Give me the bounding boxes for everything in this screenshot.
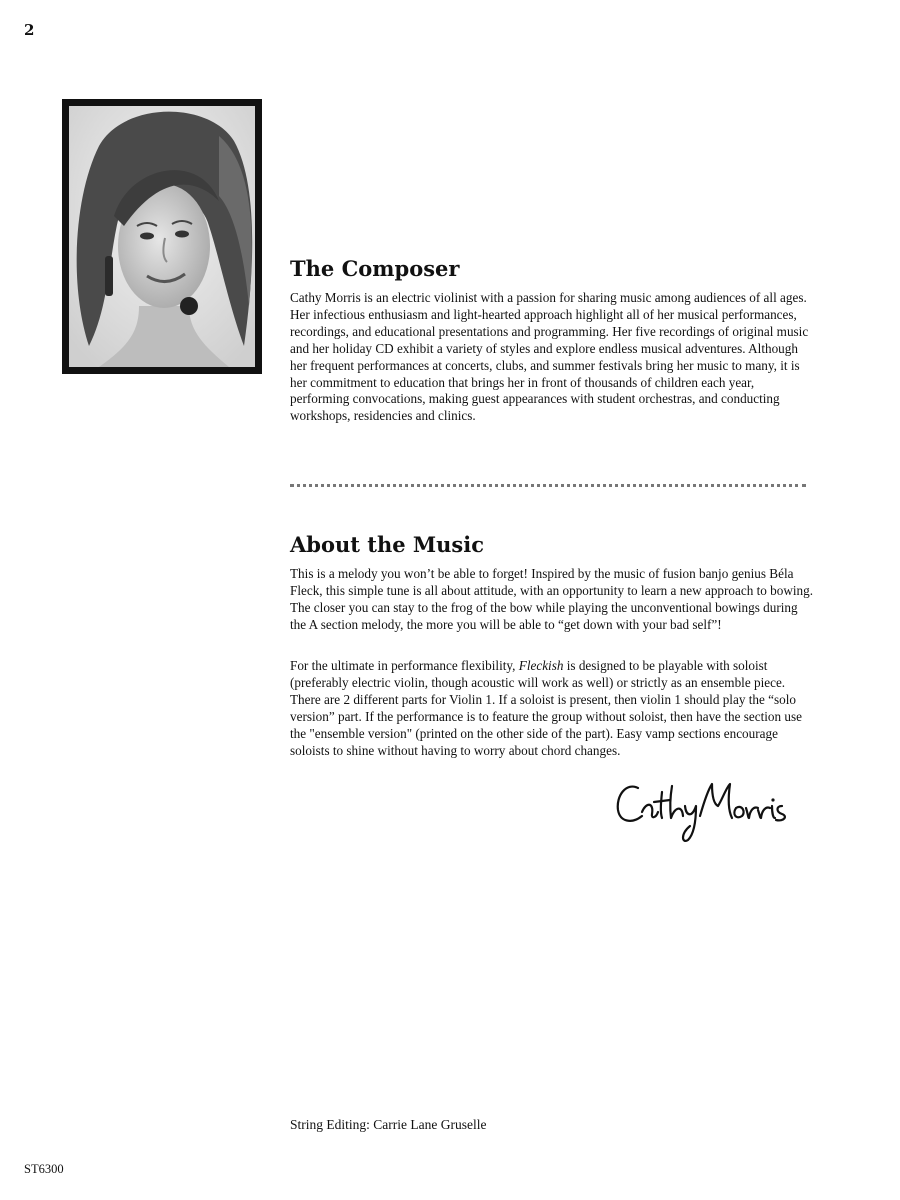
signature-graphic [612,772,792,850]
about-paragraph-1: This is a melody you won’t be able to forget! Inspired by the music of fusion banjo genius Béla Fleck, this simple tune is all about attitude, with an opportunity to learn a new approach to bowing. The closer you can stay to the frog of the bow while playing the unconventional bowings during the A section melody, the more you will be able to “get down with your bad self”! [290,566,813,632]
catalog-number: ST6300 [24,1162,64,1176]
string-editing-credit: String Editing: Carrie Lane Gruselle [290,1117,487,1132]
about-paragraph-2 [290,658,815,759]
page-number: 2 [24,21,35,39]
piece-title: Fleckish [518,658,564,673]
paragraph-2-intro: For the ultimate in performance flexibility, [290,658,519,673]
composer-signature [612,772,792,850]
dotted-divider [290,484,806,487]
composer-bio: Cathy Morris is an electric violinist with a passion for sharing music among audiences of all ages. Her infectious enthusiasm and light-hearted approach highlight all of her musical performances, recordings, and educational presentations and programming. Her five recordings of original music and her holiday CD exhibit a variety of styles and explore endless musical adventures. Although her frequent performances at concerts, clubs, and summer festivals bring her music to many, it is her commitment to education that brings her in front of thousands of children each year, performing convocations, making guest appearances with student orchestras, and conducting workshops, residencies and clinics. [290,290,809,424]
portrait-image [69,106,255,367]
composer-photo [62,99,262,374]
about-heading: About the Music [290,532,485,557]
paragraph-2-body: is designed to be playable with soloist (preferably electric violin, though acoustic will work as well) or strictly as an ensemble piece. There are 2 different parts for Violin 1. If a soloist is present, then violin 1 should play the “solo version” part. If the performance is to feature the group without soloist, then have the section use the "ensemble version" (printed on the other side of the part). Easy vamp sections encourage soloists to shine without having to worry about chord changes. [290,658,802,758]
composer-heading: The Composer [290,256,460,281]
